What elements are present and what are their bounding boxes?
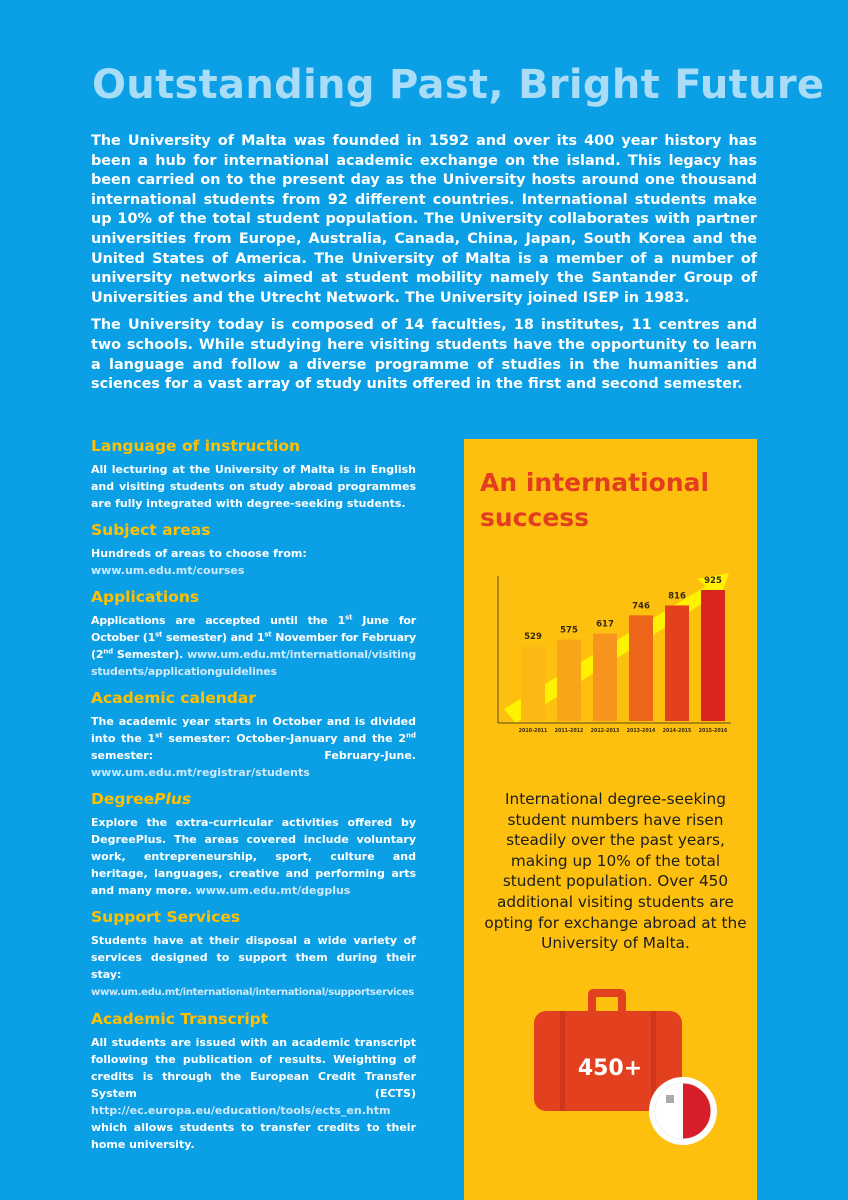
section-text: June for October (1 [91, 614, 417, 644]
ordinal-suffix: st [264, 630, 272, 639]
intro-paragraph: The University of Malta was founded in 1592 and over its 400 year history has been a hub for international academic exchange on the island. This legacy has been carried on to the present day as the University hosts around one thousand international students from 92 different countries. International students make up 10% of the total student population. The University collaborates with partner universities from Europe, Australia, Canada, China, Japan, South Korea and the United States of America. The University of Malta is a member of a number of university networks aimed at student mobility namely the Santander Group of Universities and the Utrecht Network. The University joined ISEP in 1983. [91, 133, 757, 306]
section-text: Hundreds of areas to choose from: [91, 547, 307, 560]
ordinal-suffix: nd [406, 731, 416, 740]
application-guidelines-link[interactable]: www.um.edu.mt/international/visitingstudents/applicationguidelines [91, 648, 416, 678]
courses-link[interactable]: www.um.edu.mt/courses [91, 564, 245, 577]
section-academic-transcript [91, 1009, 416, 1153]
section-heading: Language of instruction [91, 437, 301, 455]
panel-title-line: An international [480, 468, 710, 497]
chart-category-label: 2011-2012 [554, 729, 584, 734]
section-text: All students are issued with an academic transcript following the publication of results. Weighting of credits is through the European Credit Transfer System (ECTS) [91, 1036, 416, 1100]
ordinal-suffix: st [345, 613, 353, 622]
section-body: All lecturing at the University of Malta is in English and visiting students on study abroad programmes are fully integrated with degree-seeking students. [91, 463, 416, 510]
section-heading: Subject areas [91, 521, 211, 539]
degplus-link[interactable]: www.um.edu.mt/degplus [195, 884, 351, 897]
stats-panel [464, 439, 757, 1200]
section-text: semester: October-January and the 2 [162, 732, 406, 745]
chart-category-label: 2015-2016 [698, 729, 728, 734]
section-support-services [91, 907, 416, 1001]
registrar-link[interactable]: www.um.edu.mt/registrar/students [91, 766, 310, 779]
intro-paragraph: The University today is composed of 14 faculties, 18 institutes, 11 centres and two schools. While studying here visiting students have the opportunity to learn a language and follow a diverse programme of studies in the humanities and sciences for a vast array of study units offered in the first and second semester. [91, 317, 757, 393]
chart-value-label: 575 [560, 625, 578, 636]
section-text: semester) and 1 [162, 631, 265, 644]
chart-category-label: 2012-2013 [590, 729, 620, 734]
ects-link[interactable]: http://ec.europa.eu/education/tools/ects_en.htm [91, 1104, 391, 1117]
section-subject-areas [91, 520, 416, 579]
ordinal-suffix: st [155, 630, 163, 639]
section-text: Explore the extra-curricular activities offered by DegreePlus. The areas covered include voluntary work, entrepreneurship, sport, culture and heritage, languages, creative and performing arts and many more. [91, 816, 416, 897]
section-text: Applications are accepted until the 1 [91, 614, 346, 627]
section-heading [91, 789, 416, 809]
chart-value-label: 816 [668, 591, 686, 602]
section-text: Students have at their disposal a wide variety of services designed to support them during their stay: [91, 934, 416, 981]
section-heading: Academic Transcript [91, 1010, 269, 1028]
page-title: Outstanding Past, Bright Future [92, 62, 825, 108]
suitcase-icon [464, 439, 757, 1200]
section-body [91, 814, 416, 899]
malta-flag-icon [649, 1077, 717, 1145]
suitcase-band [560, 1011, 565, 1111]
section-applications [91, 587, 416, 680]
chart-value-label: 746 [632, 601, 650, 612]
section-body [91, 612, 416, 680]
section-text: semester: February-June. [91, 749, 416, 762]
suitcase-handle [588, 989, 626, 1011]
suitcase-badge: 450+ [577, 1056, 643, 1081]
panel-description: International degree-seeking student numbers have risen steadily over the past years, making up 10% of the total student population. Over 450 additional visiting students are opting for exchange abroad at the University of Malta. [484, 790, 747, 953]
ordinal-suffix: st [155, 731, 163, 740]
section-body [91, 1034, 416, 1153]
heading-main: Degree [91, 790, 155, 808]
section-text: Semester). [112, 648, 184, 661]
section-degreeplus [91, 789, 416, 899]
section-body [91, 932, 416, 1001]
section-body [91, 713, 416, 781]
section-text: which allows students to transfer credits to their home university. [91, 1121, 416, 1151]
section-heading: Support Services [91, 908, 241, 926]
intro-text [91, 132, 757, 403]
support-services-link[interactable]: www.um.edu.mt/international/international/supportservices [91, 987, 414, 998]
section-heading: Academic calendar [91, 689, 257, 707]
chart-category-label: 2014-2015 [662, 729, 692, 734]
chart-value-label: 529 [524, 632, 542, 643]
ordinal-suffix: nd [103, 647, 113, 656]
section-text: November for February (2 [91, 631, 416, 661]
panel-title-line: success [480, 503, 590, 532]
chart-category-label: 2013-2014 [626, 729, 656, 734]
section-text: The academic year starts in October and is divided into the 1 [91, 715, 416, 745]
chart-value-label: 617 [596, 619, 614, 630]
chart-value-label: 925 [704, 576, 722, 586]
info-column [91, 436, 416, 1161]
section-language [91, 436, 416, 512]
heading-italic: Plus [154, 790, 192, 808]
section-academic-calendar [91, 688, 416, 781]
section-body [91, 545, 416, 579]
chart-category-label: 2010-2011 [518, 729, 548, 734]
section-heading: Applications [91, 588, 200, 606]
